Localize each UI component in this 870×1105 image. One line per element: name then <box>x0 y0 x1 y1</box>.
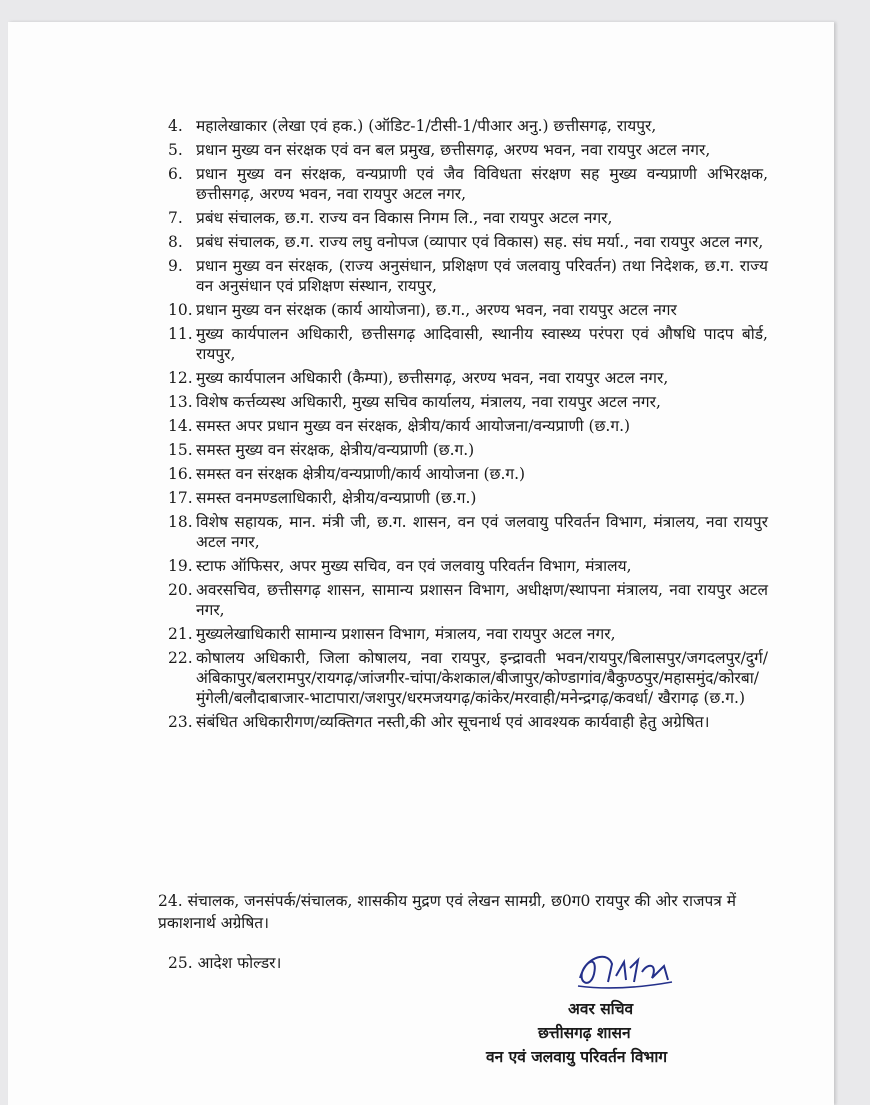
list-item-text: मुख्य कार्यपालन अधिकारी (कैम्पा), छत्तीसगढ़, अरण्य भवन, नवा रायपुर अटल नगर, <box>196 369 669 387</box>
list-item-number: 11. <box>168 325 193 343</box>
list-item-number: 10. <box>168 301 193 319</box>
list-item-text: प्रधान मुख्य वन संरक्षक, (राज्य अनुसंधान, प्रशिक्षण एवं जलवायु परिवर्तन) तथा निदेशक, छ.ग. राज्य वन अनुसंधान एवं प्रशिक्षण संस्थान, रायपुर, <box>196 257 768 295</box>
list-item <box>168 624 768 644</box>
list-item-number: 14. <box>168 417 193 435</box>
list-item-number: 12. <box>168 369 193 387</box>
list-item-number: 8. <box>168 233 183 251</box>
paragraph-24: 24. संचालक, जनसंपर्क/संचालक, शासकीय मुद्रण एवं लेखन सामग्री, छ0ग0 रायपुर की ओर राजपत्र में प्रकाशनार्थ अग्रेषित। <box>158 892 737 932</box>
list-item <box>168 116 768 136</box>
list-item-number: 22. <box>168 649 193 667</box>
list-item-text: कोषालय अधिकारी, जिला कोषालय, नवा रायपुर, इन्द्रावती भवन/रायपुर/बिलासपुर/जगदलपुर/दुर्ग/अंबिकापुर/बलरामपुर/रायगढ़/जांजगीर-चांपा/केशकाल/बीजापुर/कोण्डागांव/बैकुण्ठपुर/महासमुंद/कोरबा/मुंगेली/बलौदाबाजार-भाटापारा/जशपुर/धरमजयगढ़/कांकेर/मरवाही/मनेन्द्रगढ़/कवर्धा/ खैरागढ़ (छ.ग.) <box>196 649 768 707</box>
list-item <box>168 512 768 552</box>
list-item <box>168 440 768 460</box>
list-item-number: 23. <box>168 713 193 731</box>
list-item <box>168 488 768 508</box>
list-item-number: 16. <box>168 465 193 483</box>
list-item-number: 19. <box>168 557 193 575</box>
list-item-text: समस्त अपर प्रधान मुख्य वन संरक्षक, क्षेत्रीय/कार्य आयोजना/वन्यप्राणी (छ.ग.) <box>196 417 631 435</box>
list-item-number: 7. <box>168 209 183 227</box>
list-item-number: 21. <box>168 625 193 643</box>
list-item-number: 18. <box>168 513 193 531</box>
list-item-text: महालेखाकार (लेखा एवं हक.) (ऑडिट-1/टीसी-1/पीआर अनु.) छत्तीसगढ़, रायपुर, <box>196 117 657 135</box>
list-item-number: 6. <box>168 165 183 183</box>
list-item-text: विशेष सहायक, मान. मंत्री जी, छ.ग. शासन, वन एवं जलवायु परिवर्तन विभाग, मंत्रालय, नवा रायपुर अटल नगर, <box>196 513 768 551</box>
list-item <box>168 256 768 296</box>
list-item-text: संबंधित अधिकारीगण/व्यक्तिगत नस्ती,की ओर सूचनार्थ एवं आवश्यक कार्यवाही हेतु अग्रेषित। <box>196 713 710 731</box>
list-item-text: प्रधान मुख्य वन संरक्षक (कार्य आयोजना), छ.ग., अरण्य भवन, नवा रायपुर अटल नगर <box>196 301 677 319</box>
list-item-text: स्टाफ ऑफिसर, अपर मुख्य सचिव, वन एवं जलवायु परिवर्तन विभाग, मंत्रालय, <box>196 557 632 575</box>
signatory-department: वन एवं जलवायु परिवर्तन विभाग <box>486 1047 668 1066</box>
list-item-text: प्रबंध संचालक, छ.ग. राज्य वन विकास निगम लि., नवा रायपुर अटल नगर, <box>196 209 613 227</box>
paragraph-25: 25. आदेश फोल्डर। <box>168 954 282 972</box>
list-item-text: विशेष कर्त्तव्यस्थ अधिकारी, मुख्य सचिव कार्यालय, मंत्रालय, नवा रायपुर अटल नगर, <box>196 393 661 411</box>
signatory-government: छत्तीसगढ़ शासन <box>538 1023 631 1042</box>
list-item-number: 15. <box>168 441 193 459</box>
list-item <box>168 300 768 320</box>
list-item-number: 13. <box>168 393 193 411</box>
list-item <box>168 648 768 708</box>
list-item <box>168 464 768 484</box>
distribution-list <box>168 116 768 736</box>
list-item-number: 17. <box>168 489 193 507</box>
list-item <box>168 140 768 160</box>
list-item-text: मुख्यलेखाधिकारी सामान्य प्रशासन विभाग, मंत्रालय, नवा रायपुर अटल नगर, <box>196 625 616 643</box>
list-item <box>168 324 768 364</box>
list-item-text: अवरसचिव, छत्तीसगढ़ शासन, सामान्य प्रशासन विभाग, अधीक्षण/स्थापना मंत्रालय, नवा रायपुर अटल नगर, <box>196 581 768 619</box>
list-item-text: प्रबंध संचालक, छ.ग. राज्य लघु वनोपज (व्यापार एवं विकास) सह. संघ मर्या., नवा रायपुर अटल नगर, <box>196 233 764 251</box>
list-item-number: 20. <box>168 581 193 599</box>
list-item-text: मुख्य कार्यपालन अधिकारी, छत्तीसगढ़ आदिवासी, स्थानीय स्वास्थ्य परंपरा एवं औषधि पादप बोर्ड, रायपुर, <box>196 325 768 363</box>
list-item <box>168 416 768 436</box>
list-item <box>168 556 768 576</box>
handwritten-signature <box>568 938 688 998</box>
signature-block <box>448 938 768 1078</box>
list-item <box>168 164 768 204</box>
list-item <box>168 368 768 388</box>
list-item <box>168 580 768 620</box>
signatory-designation: अवर सचिव <box>568 999 634 1018</box>
list-item-number: 4. <box>168 117 183 135</box>
document-page <box>8 22 834 1105</box>
list-item-number: 5. <box>168 141 183 159</box>
list-item-number: 9. <box>168 257 183 275</box>
list-item-text: समस्त वन संरक्षक क्षेत्रीय/वन्यप्राणी/कार्य आयोजना (छ.ग.) <box>196 465 526 483</box>
list-item-text: समस्त वनमण्डलाधिकारी, क्षेत्रीय/वन्यप्राणी (छ.ग.) <box>196 489 477 507</box>
list-item <box>168 232 768 252</box>
list-item-text: प्रधान मुख्य वन संरक्षक, वन्यप्राणी एवं जैव विविधता संरक्षण सह मुख्य वन्यप्राणी अभिरक्षक, छत्तीसगढ़, अरण्य भवन, नवा रायपुर अटल नगर, <box>196 165 768 203</box>
list-item <box>168 712 768 732</box>
list-item-text: समस्त मुख्य वन संरक्षक, क्षेत्रीय/वन्यप्राणी (छ.ग.) <box>196 441 475 459</box>
list-item <box>168 208 768 228</box>
list-item-text: प्रधान मुख्य वन संरक्षक एवं वन बल प्रमुख, छत्तीसगढ़, अरण्य भवन, नवा रायपुर अटल नगर, <box>196 141 711 159</box>
list-item <box>168 392 768 412</box>
